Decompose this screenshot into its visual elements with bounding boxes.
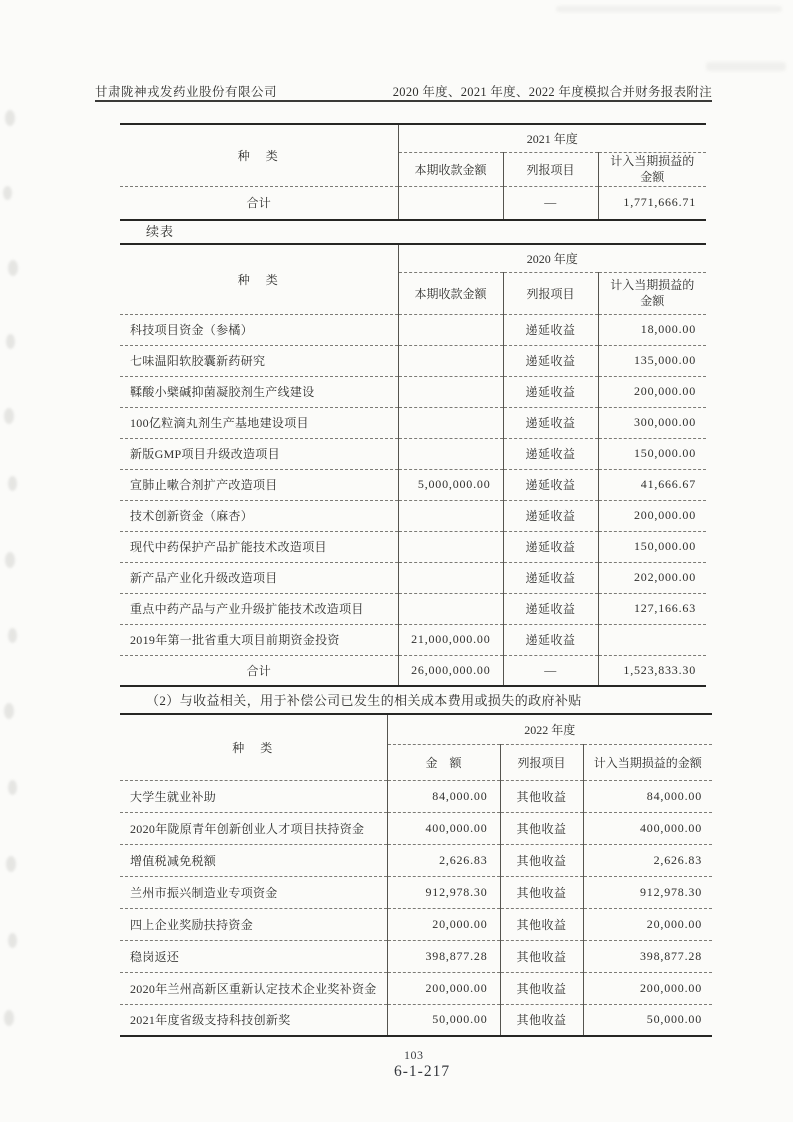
subsidy-table-2021 [120,123,706,221]
profit-cell: 200,000.00 [598,500,706,531]
column-header-category: 种 类 [120,124,398,186]
company-name: 甘肃陇神戎发药业股份有限公司 [95,85,278,99]
profit-cell: 1,771,666.71 [598,186,706,220]
column-header-report-item: 列报项目 [503,152,598,186]
page-number: 103 [404,1048,424,1062]
profit-cell: 912,978.30 [583,876,712,908]
category-cell: 现代中药保护产品扩能技术改造项目 [120,531,398,562]
category-cell: 科技项目资金（参橘） [120,314,398,345]
report-item-cell: 其他收益 [500,940,583,972]
table-row [120,345,706,376]
table-row [120,407,706,438]
amount-cell: 912,978.30 [387,876,500,908]
report-item-cell: 递延收益 [503,345,598,376]
category-cell: 重点中药产品与产业升级扩能技术改造项目 [120,593,398,624]
profit-cell: 398,877.28 [583,940,712,972]
amount-cell [398,500,503,531]
category-cell: 新产品产业化升级改造项目 [120,562,398,593]
table-row [120,876,712,908]
report-item-cell: — [503,655,598,686]
profit-cell: 1,523,833.30 [598,655,706,686]
category-cell: 七味温阳软胶囊新药研究 [120,345,398,376]
report-item-cell: 其他收益 [500,908,583,940]
report-item-cell: 递延收益 [503,314,598,345]
profit-cell: 18,000.00 [598,314,706,345]
table-row [120,562,706,593]
column-header-report-item: 列报项目 [503,272,598,314]
category-cell: 2019年第一批省重大项目前期资金投资 [120,624,398,655]
column-header-category: 种 类 [120,714,387,780]
profit-cell: 150,000.00 [598,438,706,469]
category-cell: 稳岗返还 [120,940,387,972]
table-row [120,844,712,876]
amount-cell: 5,000,000.00 [398,469,503,500]
report-item-cell: 其他收益 [500,780,583,812]
report-item-cell: 递延收益 [503,500,598,531]
profit-cell: 300,000.00 [598,407,706,438]
category-cell: 2020年兰州高新区重新认定技术企业奖补资金 [120,972,387,1004]
table-row [120,655,706,686]
category-cell: 2020年陇原青年创新创业人才项目扶持资金 [120,812,387,844]
amount-cell [398,376,503,407]
profit-cell: 200,000.00 [583,972,712,1004]
subsidy-table-2022 [120,713,712,1037]
subsidy-table-2020 [120,243,706,687]
category-cell: 兰州市振兴制造业专项资金 [120,876,387,908]
category-cell: 增值税减免税额 [120,844,387,876]
report-item-cell: 递延收益 [503,531,598,562]
header-divider [95,100,712,102]
profit-cell: 400,000.00 [583,812,712,844]
category-cell: 新版GMP项目升级改造项目 [120,438,398,469]
table-row [120,500,706,531]
scan-artifact [4,408,14,424]
profit-cell: 2,626.83 [583,844,712,876]
report-item-cell: 其他收益 [500,844,583,876]
amount-cell [398,438,503,469]
table-row [120,376,706,407]
report-item-cell: 递延收益 [503,438,598,469]
year-header: 2022 年度 [387,714,712,744]
column-header-category: 种 类 [120,244,398,314]
scan-artifact [6,856,16,872]
table-row [120,186,706,220]
report-item-cell: — [503,186,598,220]
profit-cell [598,624,706,655]
column-header-amount: 本期收款金额 [398,272,503,314]
report-item-cell: 其他收益 [500,876,583,908]
profit-cell: 41,666.67 [598,469,706,500]
category-cell: 合计 [120,655,398,686]
table-row [120,593,706,624]
table-row [120,624,706,655]
amount-cell [398,593,503,624]
profit-cell: 50,000.00 [583,1004,712,1036]
profit-cell: 200,000.00 [598,376,706,407]
scan-artifact [706,62,786,71]
table-row [120,940,712,972]
report-item-cell: 递延收益 [503,407,598,438]
scan-artifact [8,260,18,276]
amount-cell: 84,000.00 [387,780,500,812]
category-cell: 宣肺止嗽合剂扩产改造项目 [120,469,398,500]
table-row [120,1004,712,1036]
amount-cell [398,186,503,220]
amount-cell [398,314,503,345]
scan-artifact [4,703,14,719]
amount-cell: 2,626.83 [387,844,500,876]
amount-cell [398,531,503,562]
scan-artifact [4,1010,14,1026]
scan-artifact [8,780,17,795]
column-header-report-item: 列报项目 [500,744,583,780]
profit-cell: 135,000.00 [598,345,706,376]
report-item-cell: 递延收益 [503,562,598,593]
amount-cell: 21,000,000.00 [398,624,503,655]
category-cell: 2021年度省级支持科技创新奖 [120,1004,387,1036]
category-cell: 四上企业奖励扶持资金 [120,908,387,940]
scan-artifact [5,552,15,568]
table-row [120,314,706,345]
amount-cell: 200,000.00 [387,972,500,1004]
column-header-profit: 计入当期损益的金额 [598,272,706,314]
report-item-cell: 其他收益 [500,1004,583,1036]
amount-cell [398,345,503,376]
category-cell: 100亿粒滴丸剂生产基地建设项目 [120,407,398,438]
amount-cell: 400,000.00 [387,812,500,844]
table-row [120,531,706,562]
amount-cell [398,407,503,438]
scan-artifact [3,186,12,200]
table-row [120,469,706,500]
scan-artifact [8,628,17,643]
scan-artifact [6,334,15,349]
column-header-amount: 金 额 [387,744,500,780]
table-row [120,780,712,812]
section-2-heading: （2）与收益相关，用于补偿公司已发生的相关成本费用或损失的政府补贴 [146,693,582,708]
scan-artifact [5,110,15,126]
scan-artifact [556,6,782,12]
table-row [120,908,712,940]
table-row [120,438,706,469]
category-cell: 大学生就业补助 [120,780,387,812]
scan-artifact [8,933,17,948]
category-cell: 技术创新资金（麻杏） [120,500,398,531]
amount-cell [398,562,503,593]
report-item-cell: 递延收益 [503,593,598,624]
amount-cell: 26,000,000.00 [398,655,503,686]
table-row [120,972,712,1004]
amount-cell: 398,877.28 [387,940,500,972]
profit-cell: 202,000.00 [598,562,706,593]
table-row [120,812,712,844]
year-header: 2020 年度 [398,244,706,272]
amount-cell: 20,000.00 [387,908,500,940]
report-item-cell: 递延收益 [503,624,598,655]
year-header: 2021 年度 [398,124,706,152]
continued-table-label: 续表 [146,224,175,239]
report-title: 2020 年度、2021 年度、2022 年度模拟合并财务报表附注 [392,85,712,99]
report-item-cell: 递延收益 [503,376,598,407]
amount-cell: 50,000.00 [387,1004,500,1036]
profit-cell: 20,000.00 [583,908,712,940]
profit-cell: 84,000.00 [583,780,712,812]
document-number: 6-1-217 [394,1063,451,1080]
column-header-profit: 计入当期损益的金额 [583,744,712,780]
profit-cell: 150,000.00 [598,531,706,562]
profit-cell: 127,166.63 [598,593,706,624]
category-cell: 鞣酸小檗碱抑菌凝胶剂生产线建设 [120,376,398,407]
category-cell: 合计 [246,196,272,211]
scan-artifact [8,476,17,491]
column-header-amount: 本期收款金额 [398,152,503,186]
report-item-cell: 其他收益 [500,972,583,1004]
report-item-cell: 递延收益 [503,469,598,500]
report-item-cell: 其他收益 [500,812,583,844]
column-header-profit: 计入当期损益的金额 [598,152,706,186]
